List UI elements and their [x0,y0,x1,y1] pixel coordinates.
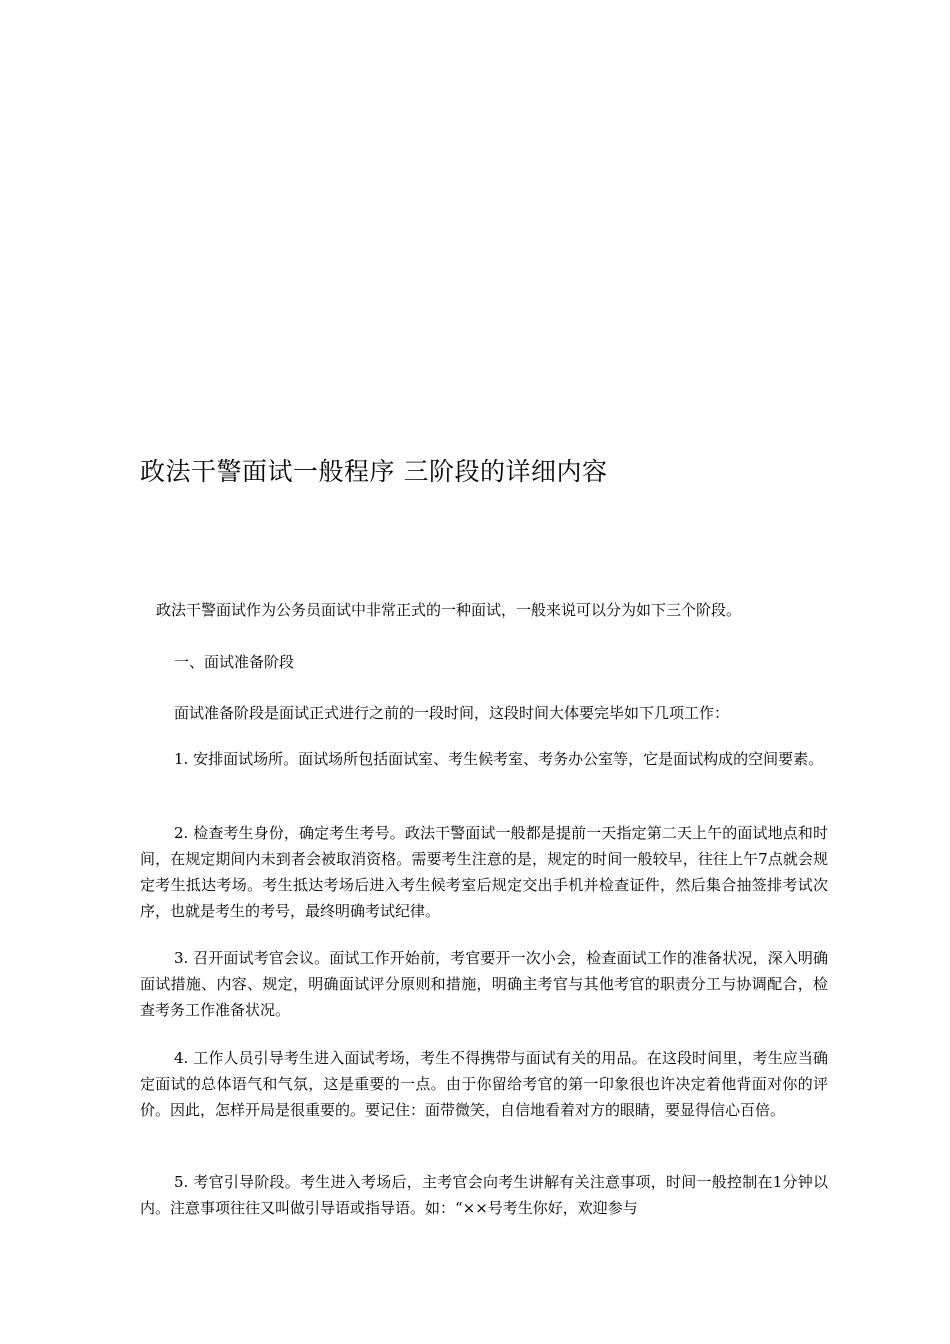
section-heading-preparation: 一、面试准备阶段 [174,653,295,671]
document-title: 政法干警面试一般程序 三阶段的详细内容 [140,457,608,486]
paragraph-item-3: 3. 召开面试考官会议。面试工作开始前，考官要开一次小会，检查面试工作的准备状况，深入明确面试措施、内容、规定，明确面试评分原则和措施，明确主考官与其他考官的职责分工与协调配合，检查考务工作准备状况。 [140,949,828,1019]
intro-paragraph: 政法干警面试作为公务员面试中非常正式的一种面试，一般来说可以分为如下三个阶段。 [156,601,742,619]
paragraph-item-1: 1. 安排面试场所。面试场所包括面试室、考生候考室、考务办公室等，它是面试构成的空间要素。 [174,750,824,768]
paragraph-item-4: 4. 工作人员引导考生进入面试考场，考生不得携带与面试有关的用品。在这段时间里，考生应当确定面试的总体语气和气氛，这是重要的一点。由于你留给考官的第一印象很也许决定着他背面对你的评价。因此，怎样开局是很重要的。要记住：面带微笑，自信地看着对方的眼睛，要显得信心百倍。 [140,1049,828,1119]
paragraph-preparation-overview: 面试准备阶段是面试正式进行之前的一段时间，这段时间大体要完毕如下几项工作： [174,704,730,722]
paragraph-item-2: 2. 检查考生身份，确定考生考号。政法干警面试一般都是提前一天指定第二天上午的面试地点和时间，在规定期间内未到者会被取消资格。需要考生注意的是，规定的时间一般较早，往往上午7点就会规定考生抵达考场。考生抵达考场后进入考生候考室后规定交出手机并检查证件，然后集合抽签排考试次序，也就是考生的考号，最终明确考试纪律。 [140,824,828,920]
paragraph-item-5: 5. 考官引导阶段。考生进入考场后，主考官会向考生讲解有关注意事项，时间一般控制在1分钟以内。注意事项往往又叫做引导语或指导语。如：“××号考生你好，欢迎参与 [140,1173,828,1217]
